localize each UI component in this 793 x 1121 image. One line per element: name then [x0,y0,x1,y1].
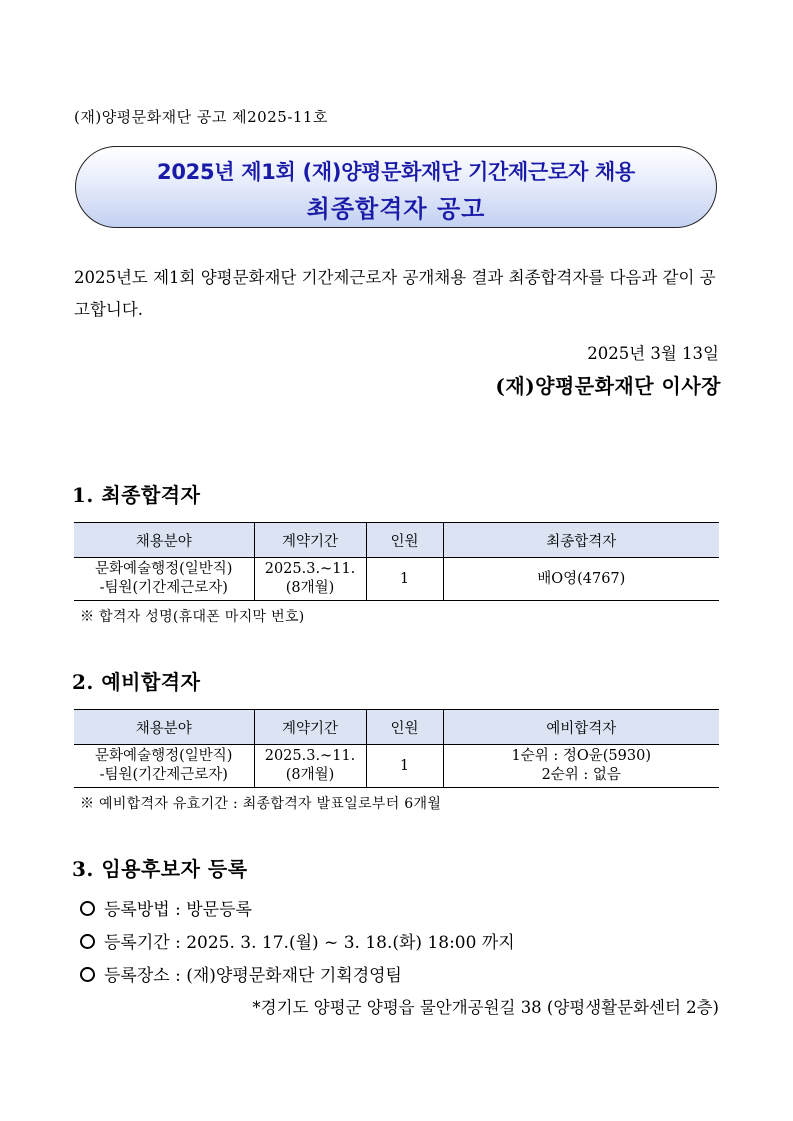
registration-place-text: 등록장소 : (재)양평문화재단 기획경영팀 [104,966,402,986]
registration-method-text: 등록방법 : 방문등록 [104,900,252,920]
registration-method [80,895,252,920]
announcement-date: 2025년 3월 13일 [587,344,719,363]
registration-period [80,928,515,953]
registration-period-text: 등록기간 : 2025. 3. 17.(월) ~ 3. 18.(화) 18:00 까지 [104,933,515,953]
section-3-title: 3. 임용후보자 등록 [72,857,248,881]
issuer: (재)양평문화재단 이사장 [495,374,721,398]
table-header-row [74,523,719,558]
section-2-note: ※ 예비합격자 유효기간 : 최종합격자 발표일로부터 6개월 [80,796,442,812]
reserve-rank-1: 1순위 : 정O윤(5930) [511,748,651,764]
header-period: 계약기간 [254,710,366,745]
title-line-2: 최종합격자 공고 [306,195,486,223]
period-line-1: 2025.3.~11. [264,748,356,764]
cell-period [254,745,366,788]
field-line-1: 문화예술행정(일반직) [95,561,233,577]
cell-count: 1 [366,745,443,788]
section-1-title: 1. 최종합격자 [72,483,201,507]
header-count: 인원 [366,710,443,745]
cell-count: 1 [366,558,443,601]
period-line-1: 2025.3.~11. [264,561,356,577]
circle-bullet-icon [80,967,95,982]
cell-field [74,558,254,601]
cell-result: 배O영(4767) [443,558,719,601]
period-line-2: (8개월) [285,767,335,783]
final-candidates-table [74,522,719,601]
header-result: 최종합격자 [443,523,719,558]
registration-place [80,961,402,986]
title-box [75,146,717,228]
header-count: 인원 [366,523,443,558]
reserve-candidates-table [74,709,719,788]
table-row [74,745,719,788]
section-1-note: ※ 합격자 성명(휴대폰 마지막 번호) [80,609,305,625]
registration-address: *경기도 양평군 양평읍 물안개공원길 38 (양평생활문화센터 2층) [252,998,719,1017]
header-field: 채용분야 [74,523,254,558]
period-line-2: (8개월) [285,580,335,596]
header-period: 계약기간 [254,523,366,558]
section-2-title: 2. 예비합격자 [72,670,201,694]
intro-paragraph: 2025년도 제1회 양평문화재단 기간제근로자 공개채용 결과 최종합격자를 다음과 같이 공고합니다. [74,268,716,319]
field-line-2: -팀원(기간제근로자) [99,767,228,783]
document-number: (재)양평문화재단 공고 제2025-11호 [74,108,328,126]
table-header-row [74,710,719,745]
header-field: 채용분야 [74,710,254,745]
title-line-1: 2025년 제1회 (재)양평문화재단 기간제근로자 채용 [157,160,635,184]
header-result: 예비합격자 [443,710,719,745]
field-line-1: 문화예술행정(일반직) [95,748,233,764]
cell-result [443,745,719,788]
table-row [74,558,719,601]
circle-bullet-icon [80,934,95,949]
cell-field [74,745,254,788]
cell-period [254,558,366,601]
field-line-2: -팀원(기간제근로자) [99,580,228,596]
reserve-rank-2: 2순위 : 없음 [541,767,621,783]
circle-bullet-icon [80,901,95,916]
